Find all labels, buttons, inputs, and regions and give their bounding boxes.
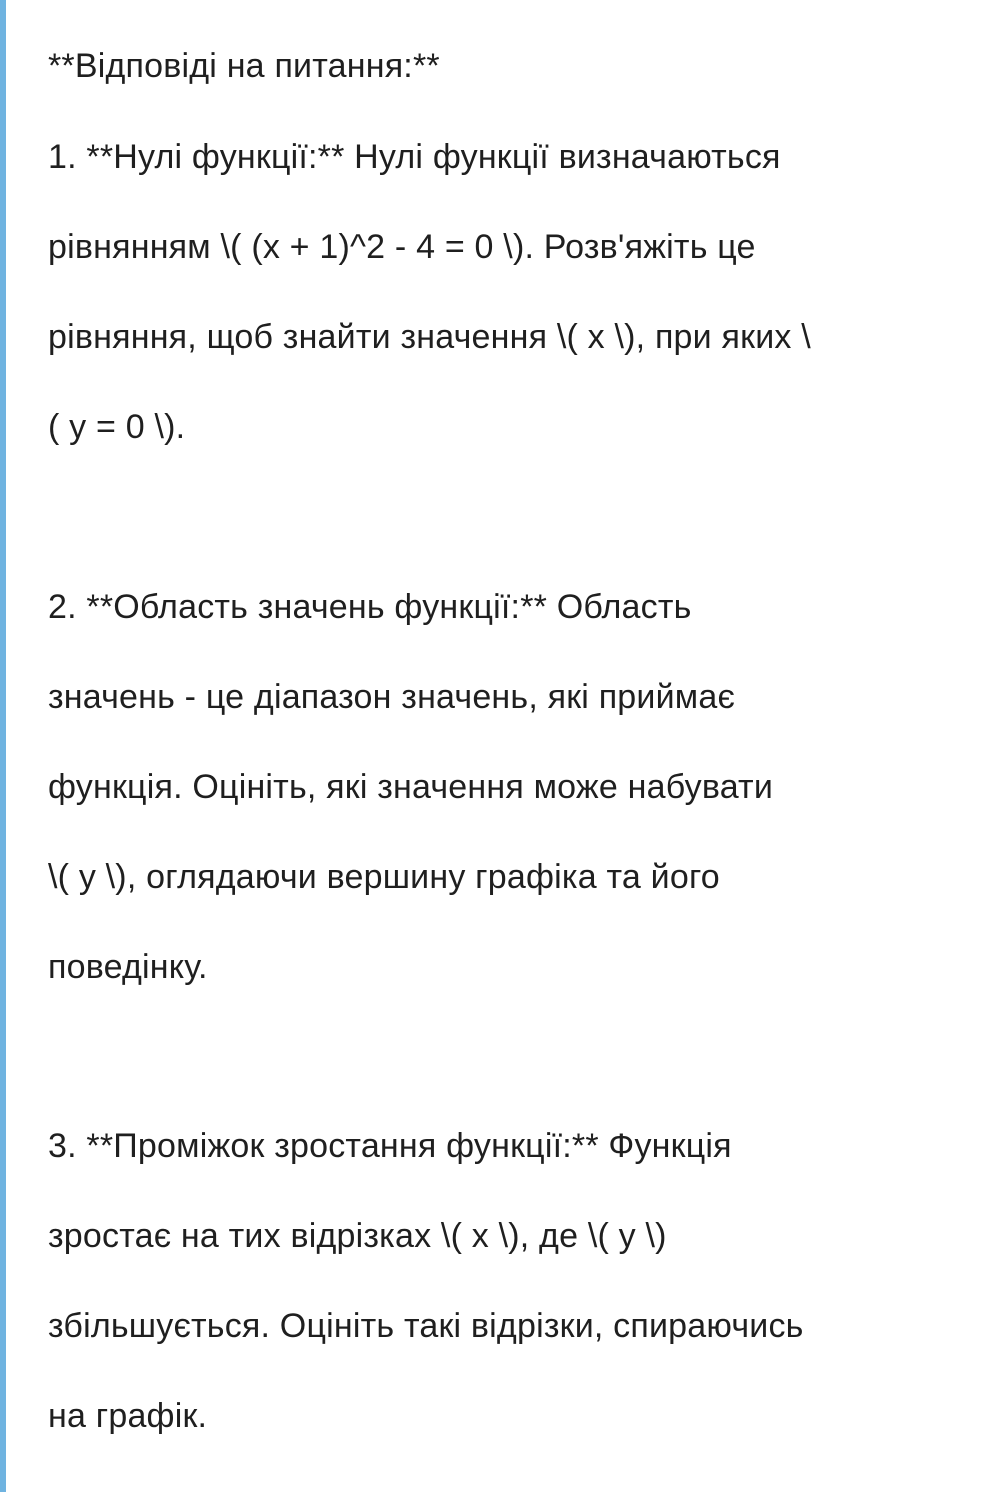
item-3-line-1: 3. **Проміжок зростання функції:** Функція	[48, 1127, 732, 1165]
item-1-line-3: рівняння, щоб знайти значення \( x \), при яких \	[48, 318, 811, 356]
item-1-line-4: ( y = 0 \).	[48, 408, 186, 446]
left-accent-bar	[0, 0, 6, 1492]
item-3-line-3: збільшується. Оцініть такі відрізки, спираючись	[48, 1307, 804, 1345]
item-1-line-2: рівнянням \( (x + 1)^2 - 4 = 0 \). Розв'яжіть це	[48, 228, 756, 266]
item-2-line-3: функція. Оцініть, які значення може набувати	[48, 768, 774, 806]
answers-heading: **Відповіді на питання:**	[48, 47, 440, 85]
item-2-line-4: \( y \), оглядаючи вершину графіка та його	[48, 858, 720, 896]
item-3-line-2: зростає на тих відрізках \( x \), де \( y \)	[48, 1217, 667, 1255]
item-2-line-2: значень - це діапазон значень, які приймає	[48, 678, 736, 716]
item-3-line-4: на графік.	[48, 1397, 208, 1435]
item-2-line-1: 2. **Область значень функції:** Область	[48, 588, 692, 626]
item-2-line-5: поведінку.	[48, 948, 208, 986]
item-1-line-1: 1. **Нулі функції:** Нулі функції визначаються	[48, 138, 781, 176]
